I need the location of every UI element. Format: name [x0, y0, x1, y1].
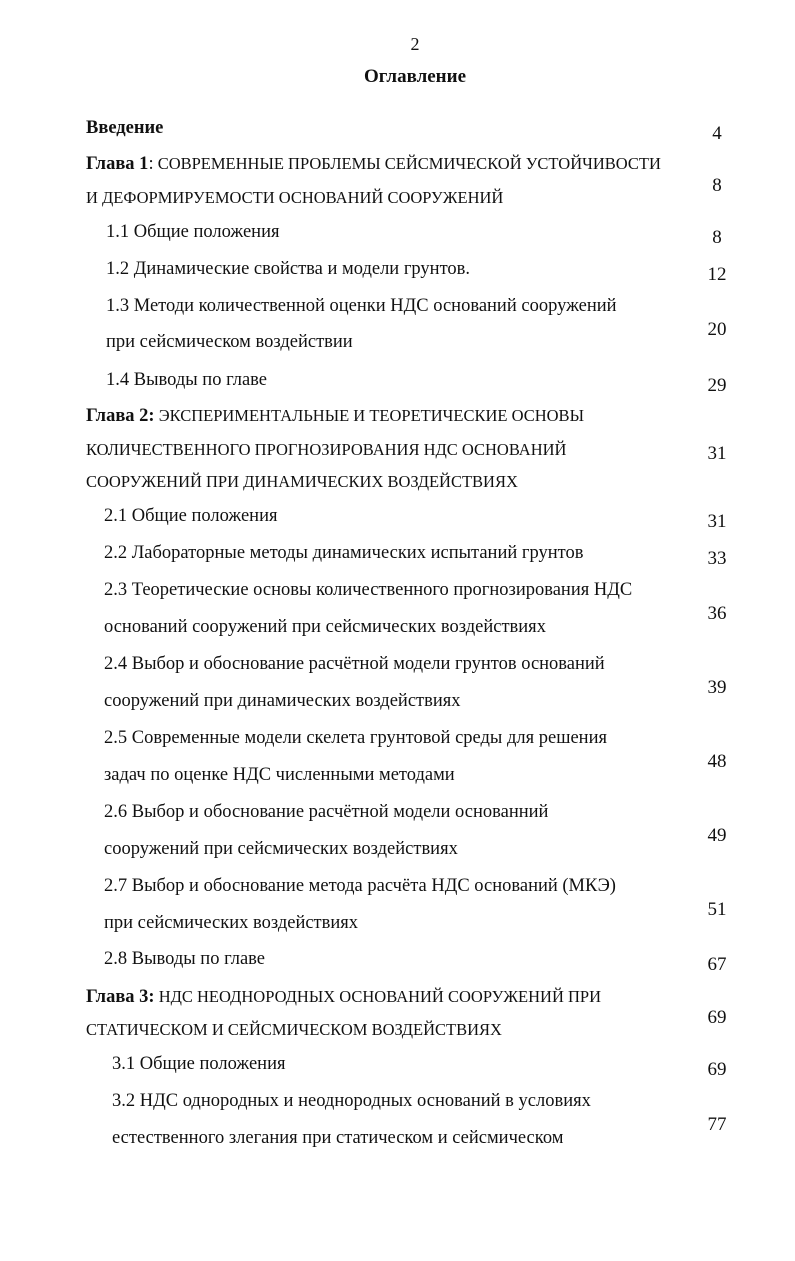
toc-page-number: 29	[707, 375, 727, 396]
toc-page-number: 8	[712, 175, 722, 196]
toc-page-number: 4	[712, 123, 722, 144]
toc-section-2-5: 2.5 Современные модели скелета грунтовой среды для решения	[104, 728, 607, 748]
toc-page-number: 77	[707, 1114, 727, 1135]
toc-page-number: 39	[707, 677, 727, 698]
toc-chapter-1-cont: И ДЕФОРМИРУЕМОСТИ ОСНОВАНИЙ СООРУЖЕНИЙ	[86, 188, 504, 207]
toc-section-2-6: 2.6 Выбор и обоснование расчётной модели основанний	[104, 802, 549, 822]
toc-page-number: 49	[707, 825, 727, 846]
toc-chapter-2-cont: КОЛИЧЕСТВЕННОГО ПРОГНОЗИРОВАНИЯ НДС ОСНОВАНИЙ	[86, 440, 567, 459]
toc-page-number: 67	[707, 954, 727, 975]
toc-chapter-3: Глава 3: НДС НЕОДНОРОДНЫХ ОСНОВАНИЙ СООРУЖЕНИЙ ПРИ	[86, 987, 602, 1007]
toc-section-2-3: 2.3 Теоретические основы количественного прогнозирования НДС	[104, 580, 633, 600]
toc-page-number: 20	[707, 319, 727, 340]
toc-section-3-1: 3.1 Общие положения	[112, 1054, 286, 1074]
toc-section-2-4-cont: сооружений при динамических воздействиях	[104, 691, 461, 711]
toc-section-2-7-cont: при сейсмических воздействиях	[104, 913, 359, 933]
toc-section-3-2-cont: естественного злегания при статическом и сейсмическом	[112, 1128, 564, 1148]
toc-page-number: 36	[707, 603, 727, 624]
toc-section-2-1: 2.1 Общие положения	[104, 506, 278, 526]
page-number: 2	[410, 34, 420, 54]
toc-page-number: 51	[707, 899, 727, 920]
toc-page-number: 69	[707, 1059, 727, 1080]
toc-section-2-5-cont: задач по оценке НДС численными методами	[104, 765, 455, 785]
toc-page-number: 31	[707, 511, 727, 532]
toc-page-number: 31	[707, 443, 727, 464]
toc-entry-intro: Введение	[86, 118, 164, 138]
toc-page-number: 33	[707, 548, 727, 569]
toc-page-number: 8	[712, 227, 722, 248]
toc-chapter-2: Глава 2: ЭКСПЕРИМЕНТАЛЬНЫЕ И ТЕОРЕТИЧЕСКИЕ ОСНОВЫ	[86, 406, 584, 426]
toc-section-1-2: 1.2 Динамические свойства и модели грунтов.	[106, 259, 471, 279]
toc-section-2-6-cont: сооружений при сейсмических воздействиях	[104, 839, 458, 859]
page-title: Оглавление	[363, 66, 467, 87]
toc-page-number: 69	[707, 1007, 727, 1028]
toc-page-number: 12	[707, 264, 727, 285]
toc-section-1-4: 1.4 Выводы по главе	[106, 370, 268, 390]
toc-section-2-3-cont: оснований сооружений при сейсмических воздействиях	[104, 617, 546, 637]
toc-section-2-7: 2.7 Выбор и обоснование метода расчёта НДС оснований (МКЭ)	[104, 876, 616, 896]
toc-page-number: 48	[707, 751, 727, 772]
toc-section-2-8: 2.8 Выводы по главе	[104, 949, 266, 969]
toc-chapter-2-cont: СООРУЖЕНИЙ ПРИ ДИНАМИЧЕСКИХ ВОЗДЕЙСТВИЯХ	[86, 472, 518, 491]
toc-section-1-3: 1.3 Методи количественной оценки НДС оснований сооружений	[106, 296, 617, 316]
toc-section-3-2: 3.2 НДС однородных и неоднородных оснований в условиях	[112, 1091, 591, 1111]
toc-section-2-2: 2.2 Лабораторные методы динамических испытаний грунтов	[104, 543, 584, 563]
toc-chapter-1: Глава 1: СОВРЕМЕННЫЕ ПРОБЛЕМЫ СЕЙСМИЧЕСКОЙ УСТОЙЧИВОСТИ	[86, 154, 661, 174]
toc-chapter-3-cont: СТАТИЧЕСКОМ И СЕЙСМИЧЕСКОМ ВОЗДЕЙСТВИЯХ	[86, 1020, 502, 1039]
toc-section-1-3-cont: при сейсмическом воздействии	[106, 332, 353, 352]
toc-section-1-1: 1.1 Общие положения	[106, 222, 280, 242]
toc-section-2-4: 2.4 Выбор и обоснование расчётной модели грунтов оснований	[104, 654, 605, 674]
